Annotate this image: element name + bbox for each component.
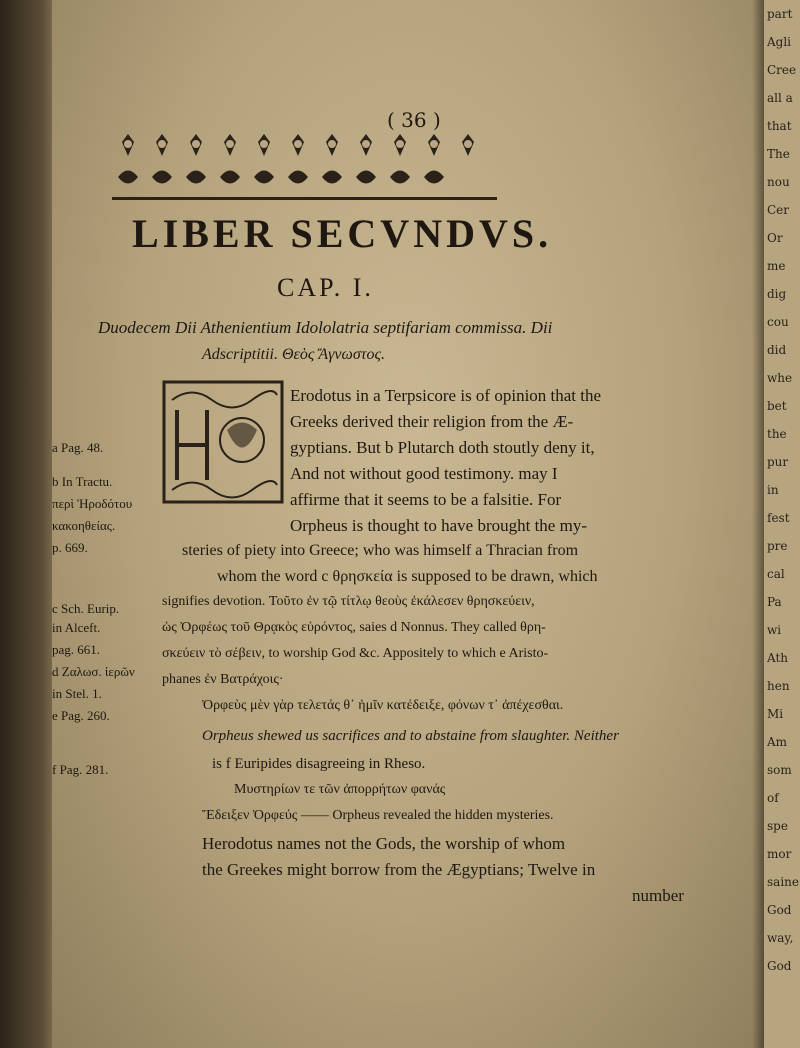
next-page-fragment: mor	[767, 847, 792, 861]
next-page-fragment: part	[767, 7, 793, 21]
margin-note: κακοηθείας.	[52, 518, 116, 533]
margin-note: in Stel. 1.	[52, 686, 102, 701]
fleuron-icon	[146, 130, 178, 160]
body-line: signifies devotion. Τοῦτο ἐν τῷ τίτλῳ θεοὺς ἐκάλεσεν θρησκεύειν,	[162, 594, 535, 609]
catchword: number	[632, 886, 684, 905]
body-line: Ἔδειξεν Ὀρφεύς —— Orpheus revealed the hidden mysteries.	[202, 808, 554, 823]
decorative-headpiece	[112, 130, 492, 192]
next-page-fragment: God	[767, 903, 792, 917]
margin-note: b In Tractu.	[52, 474, 113, 489]
margin-note: d Ζαλωσ. ἱερῶν	[52, 664, 135, 679]
next-page-fragment: spe	[767, 819, 788, 833]
next-page-fragment: all a	[767, 91, 793, 105]
book-heading: LIBER SECVNDVS.	[132, 211, 553, 256]
fleuron-icon	[214, 162, 246, 192]
fleuron-icon	[418, 130, 450, 160]
margin-note: e Pag. 260.	[52, 708, 110, 723]
fleuron-icon	[112, 130, 144, 160]
fleuron-icon	[180, 162, 212, 192]
margin-note: pag. 661.	[52, 642, 101, 657]
fleuron-icon	[350, 162, 382, 192]
fleuron-icon	[146, 162, 178, 192]
next-page-fragment: way,	[767, 931, 794, 945]
next-page-fragment: pur	[767, 455, 789, 469]
next-page-fragment: in	[767, 483, 779, 497]
chapter-heading: CAP. I.	[277, 273, 374, 302]
body-line: σκεύειν τὸ σέβειν, to worship God &c. Appositely to which e Aristo-	[162, 646, 549, 661]
next-page-fragment: God	[767, 959, 792, 973]
next-page-fragment: Mi	[767, 707, 784, 721]
margin-note: c Sch. Eurip.	[52, 601, 120, 616]
next-page-fragment: saine	[767, 875, 799, 889]
fleuron-icon	[112, 162, 144, 192]
fleuron-icon	[418, 162, 450, 192]
body-line: Herodotus names not the Gods, the worship of whom	[202, 834, 566, 853]
body-line: ὡς Ὀρφέως τοῦ Θρᾳκὸς εὑρόντος, saies d Nonnus. They called θρη-	[162, 620, 546, 635]
next-page-edge	[764, 0, 800, 1048]
body-line: the Greekes might borrow from the Ægyptians; Twelve in	[202, 860, 596, 879]
fleuron-icon	[384, 162, 416, 192]
body-line: Μυστηρίων τε τῶν ἀπορρήτων φανάς	[234, 782, 446, 797]
next-page-fragment: did	[767, 343, 787, 357]
margin-note: p. 669.	[52, 540, 88, 555]
next-page-fragment: dig	[767, 287, 787, 301]
body-line: Erodotus in a Terpsicore is of opinion that the	[290, 386, 602, 405]
body-line: Greeks derived their religion from the Æ-	[290, 412, 574, 431]
book-page	[52, 0, 764, 1048]
next-page-fragment: whe	[767, 371, 793, 385]
decorated-initial-h-icon	[162, 380, 284, 504]
left-gutter-shadow	[0, 0, 60, 1048]
fleuron-icon	[248, 162, 280, 192]
fleuron-icon	[350, 130, 382, 160]
next-page-fragment: Pa	[767, 595, 782, 609]
horizontal-rule	[112, 197, 497, 200]
next-page-fragment: Cree	[767, 63, 797, 77]
next-page-fragment: Or	[767, 231, 783, 245]
next-page-fragment: wi	[767, 623, 782, 637]
next-page-fragment: Cer	[767, 203, 790, 217]
body-line: And not without good testimony. may I	[290, 464, 558, 483]
next-page-fragment: nou	[767, 175, 790, 189]
next-page-fragment: Ath	[767, 651, 789, 665]
body-line: steries of piety into Greece; who was himself a Thracian from	[182, 542, 579, 559]
fleuron-icon	[282, 130, 314, 160]
next-page-fragment: that	[767, 119, 792, 133]
body-line: whom the word c θρησκεία is supposed to be drawn, which	[217, 568, 598, 585]
margin-note: περὶ Ἡροδότου	[52, 496, 133, 511]
fleuron-icon	[282, 162, 314, 192]
body-line: gyptians. But b Plutarch doth stoutly deny it,	[290, 438, 595, 457]
fleuron-icon	[452, 130, 484, 160]
body-line: Orpheus shewed us sacrifices and to abstaine from slaughter. Neither	[202, 728, 619, 744]
fleuron-icon	[214, 130, 246, 160]
margin-note: a Pag. 48.	[52, 440, 104, 455]
fleuron-icon	[316, 130, 348, 160]
fleuron-icon	[316, 162, 348, 192]
next-page-fragment: fest	[767, 511, 790, 525]
next-page-fragment: som	[767, 763, 792, 777]
next-page-fragment: hen	[767, 679, 790, 693]
body-line: Ὀρφεὺς μὲν γὰρ τελετάς θ᾽ ἡμῖν κατέδειξε, φόνων τ᾽ ἀπέχεσθαι.	[202, 698, 564, 713]
chapter-title-line-1: Duodecem Dii Athenientium Idololatria septifariam commissa. Dii	[98, 318, 553, 337]
margin-note: in Alceft.	[52, 620, 101, 635]
body-line: is f Euripides disagreeing in Rheso.	[212, 756, 426, 772]
next-page-fragment: cal	[767, 567, 785, 581]
next-page-fragment: me	[767, 259, 786, 273]
next-page-fragment: The	[767, 147, 790, 161]
body-line: affirme that it seems to be a falsitie. For	[290, 490, 562, 509]
next-page-fragment: Am	[767, 735, 788, 749]
next-page-fragment: bet	[767, 399, 787, 413]
next-page-fragment: the	[767, 427, 787, 441]
page-number: ( 36 )	[387, 108, 441, 132]
next-page-fragment: Agli	[767, 35, 792, 49]
next-page-fragment: pre	[767, 539, 788, 553]
next-page-fragment: of	[767, 791, 779, 805]
fleuron-icon	[180, 130, 212, 160]
body-line: phanes ἐν Βατράχοις·	[162, 672, 284, 687]
margin-note: f Pag. 281.	[52, 762, 109, 777]
body-line: Orpheus is thought to have brought the my-	[290, 516, 587, 535]
fleuron-icon	[248, 130, 280, 160]
chapter-title-line-2: Adscriptitii. Θεὸς Ἄγνωστος.	[202, 346, 385, 363]
next-page-fragment: cou	[767, 315, 789, 329]
fleuron-icon	[384, 130, 416, 160]
